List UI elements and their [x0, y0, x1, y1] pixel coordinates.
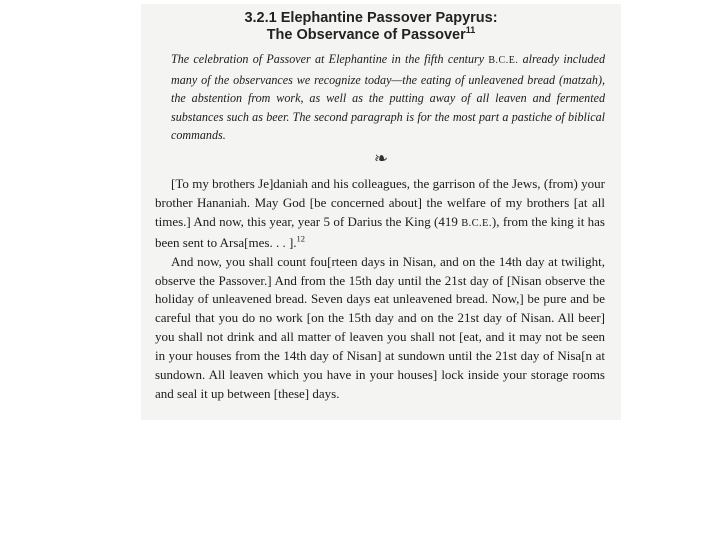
heading-line-2-text: The Observance of Passover	[266, 27, 466, 43]
translation-paragraph-1	[155, 175, 605, 253]
paragraph-1-footnote-marker: 12	[296, 233, 306, 244]
paragraph-1-text-2: ), from the king it has been sent to Arsa[mes. . . ].	[155, 213, 605, 250]
intro-text-1: The celebration of Passover at Elephantine in the fifth century	[171, 52, 489, 66]
intro-text-2: already included many of the observances we recognize today—the eating of unleavened bread (matzah), the abstention from work, as well as the putting away of all leaven and fermented substances such as beer. The second paragraph is for the most part a pastiche of biblical commands.	[171, 52, 605, 143]
intro-paragraph	[155, 50, 607, 145]
translation-paragraph-2: And now, you shall count fou[rteen days in Nisan, and on the 14th day at twilight, observe the Passover.] And from the 15th day until the 21st day of [Nisan observe the holiday of unleavened bread. Seven days eat unleavened bread. Now,] be pure and be careful that you do no work [on the 15th day and on the 21st day of Nisan. All beer] you shall not drink and all matter of leaven you shall not [eat, and it may not be seen in your houses from the 14th day of Nisan] at sundown until the 21st day of Nisa[n at sundown. All leaven which you have in your houses] lock inside your storage rooms and seal it up between [these] days.	[155, 253, 605, 401]
fleuron-ornament-icon: ❧	[373, 148, 389, 168]
paragraph-1-text-1: [To my brothers Je]daniah and his colleagues, the garrison of the Jews, (from) your brother Hananiah. May God [be concerned about] the welfare of my brothers [at all times.] And now, this year, year 5 of Darius the King (419	[155, 175, 605, 229]
papyrus-translation	[155, 175, 607, 404]
scanned-page	[141, 4, 621, 420]
intro-era: B.C.E.	[488, 55, 519, 66]
paragraph-1-era: B.C.E.	[461, 217, 492, 229]
section-heading	[155, 10, 587, 44]
heading-line-2	[155, 27, 587, 44]
heading-line-1: 3.2.1 Elephantine Passover Papyrus:	[244, 10, 498, 26]
heading-footnote-marker: 11	[465, 25, 476, 36]
